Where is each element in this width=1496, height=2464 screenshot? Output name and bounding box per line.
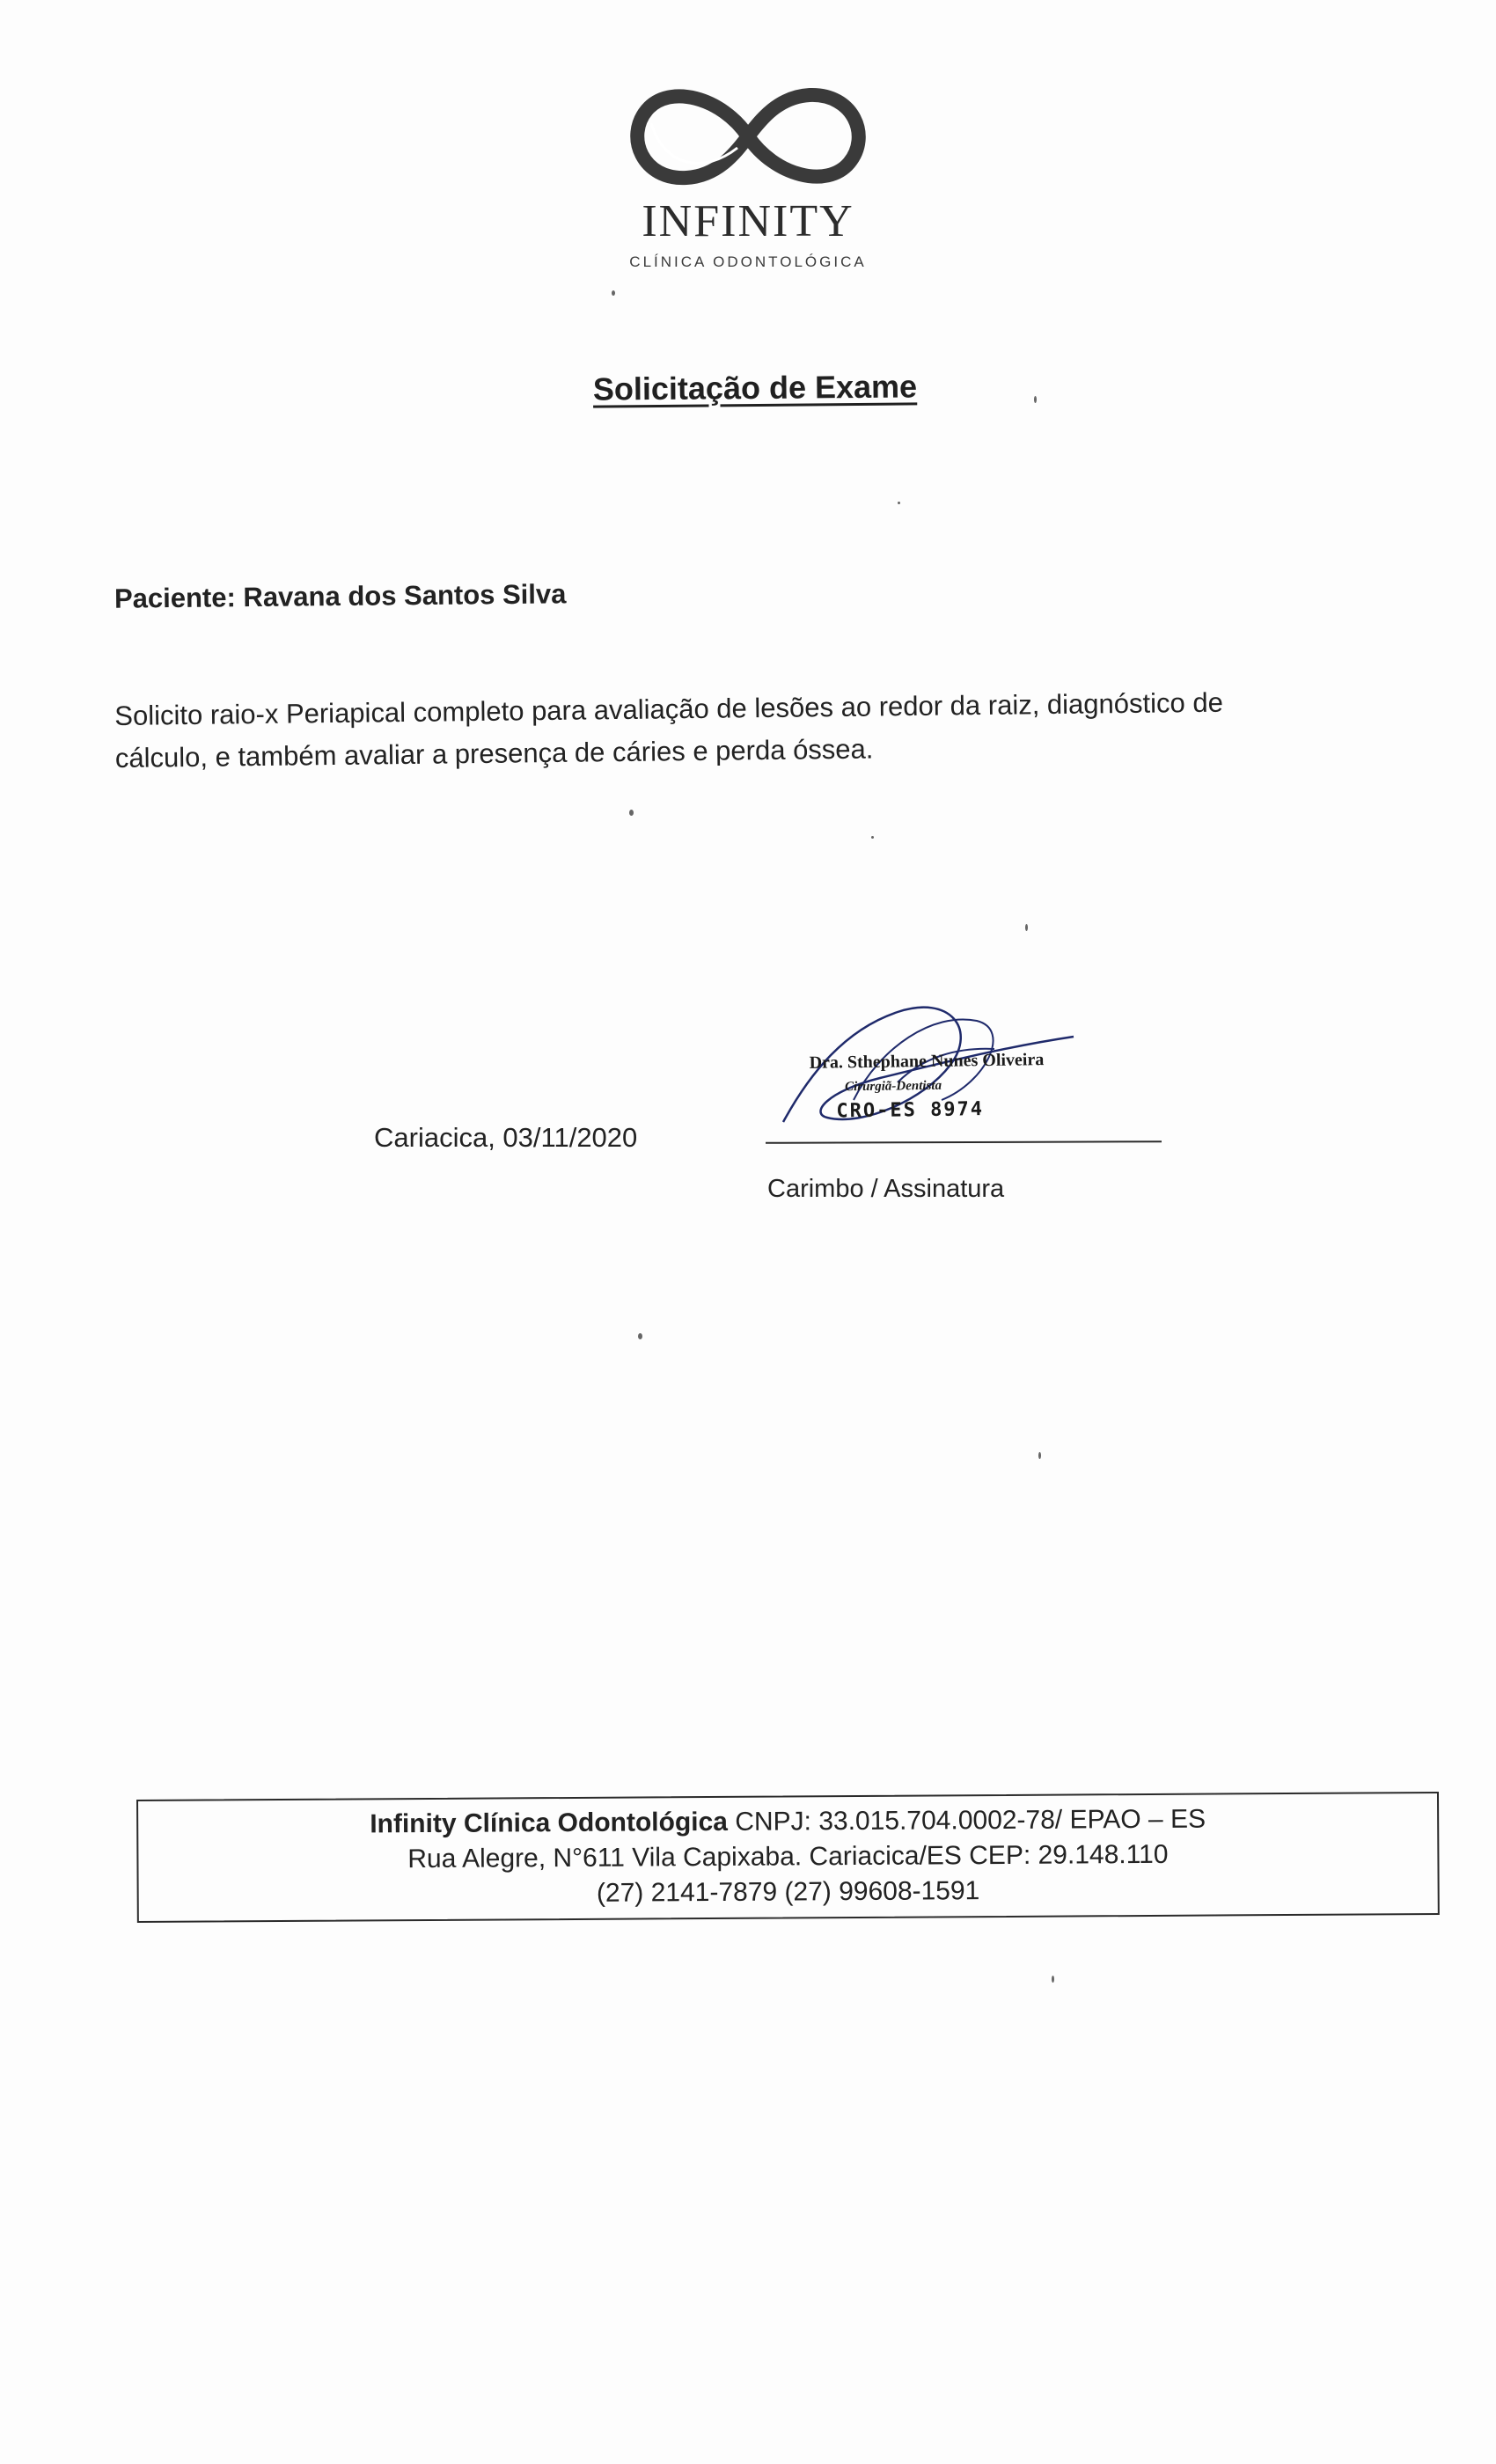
exam-request-text [114, 680, 1330, 780]
stamp-name: Dra. Sthephane Nunes Oliveira [809, 1050, 1045, 1073]
scan-speck [871, 836, 874, 839]
scan-speck [612, 290, 615, 296]
scan-speck [638, 1333, 642, 1339]
scan-speck [1052, 1976, 1054, 1983]
footer-address: Rua Alegre, N°611 Vila Capixaba. Cariacica/ES CEP: 29.148.110 [407, 1839, 1169, 1874]
clinic-logo-subtitle: CLÍNICA ODONTOLÓGICA [629, 253, 867, 270]
scan-speck [1025, 924, 1028, 931]
exam-request-line-1: Solicito raio-x Periapical completo para avaliação de lesões ao redor da raiz, diagnóstico de [114, 686, 1224, 731]
signature-caption: Carimbo / Assinatura [767, 1175, 1005, 1203]
scan-speck [898, 502, 900, 504]
infinity-icon [616, 70, 880, 202]
place-and-date: Cariacica, 03/11/2020 [374, 1122, 638, 1153]
document-title: Solicitação de Exame [592, 368, 918, 407]
footer-phones: (27) 2141-7879 (27) 99608-1591 [596, 1876, 980, 1908]
footer-cnpj: CNPJ: 33.015.704.0002-78/ EPAO – ES [735, 1804, 1206, 1837]
stamp-registration: CRO-ES 8974 [836, 1098, 985, 1123]
scan-speck [629, 810, 634, 816]
clinic-logo-name: INFINITY [642, 196, 854, 246]
footer-clinic-name: Infinity Clínica Odontológica [370, 1807, 729, 1839]
professional-stamp [809, 1047, 1045, 1125]
scan-speck [1034, 396, 1037, 403]
stamp-role: Cirurgiã-Dentista [844, 1078, 942, 1095]
scan-speck [1038, 1452, 1041, 1459]
clinic-logo [598, 70, 898, 271]
patient-name: Paciente: Ravana dos Santos Silva [114, 578, 567, 614]
clinic-footer-box [136, 1792, 1440, 1923]
exam-request-line-2: cálculo, e também avaliar a presença de cáries e perda óssea. [114, 733, 874, 774]
